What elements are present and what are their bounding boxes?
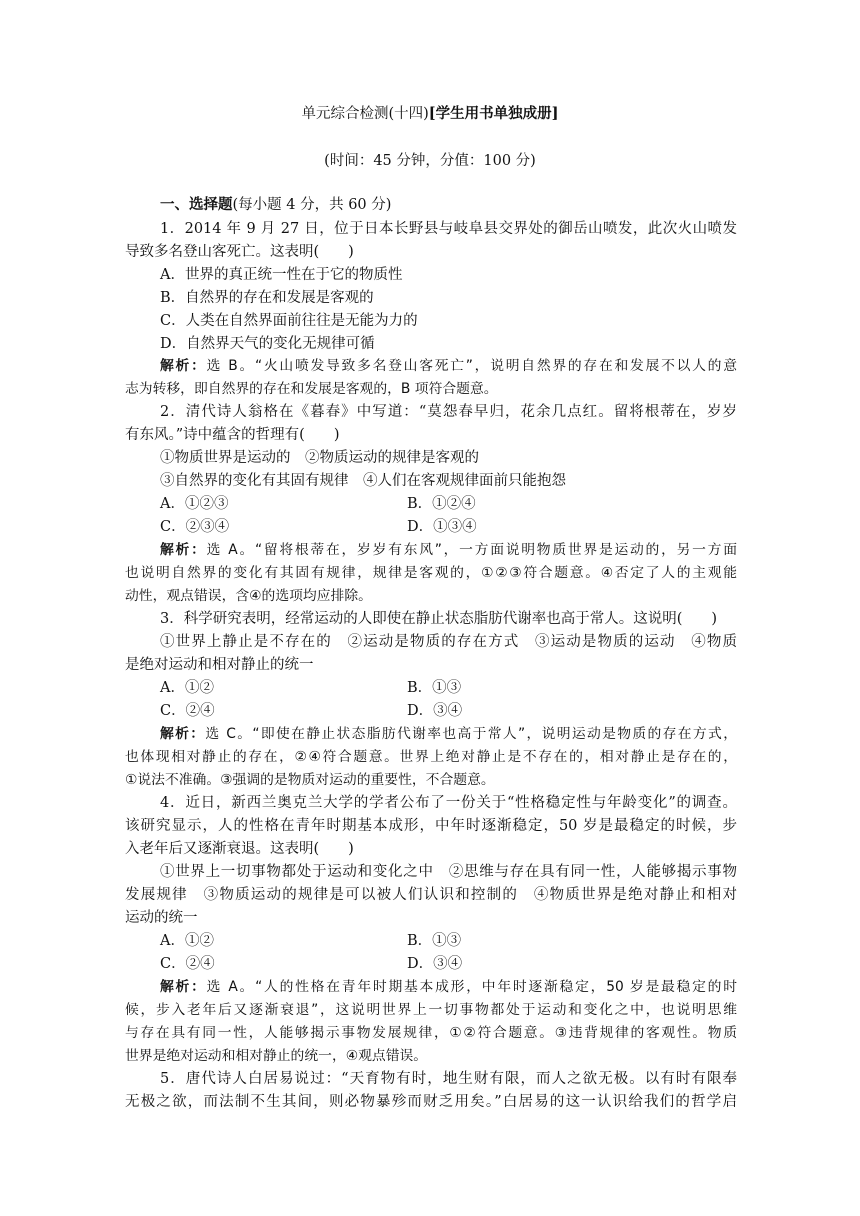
q2-items-1: ①物质世界是运动的 ②物质运动的规律是客观的 — [160, 450, 479, 466]
title-main: 单元综合检测(十四) — [301, 106, 429, 122]
q4-line-2: 该研究显示，人的性格在青年时期基本成形，中年时逐渐稳定，50 岁是最稳定的时候，步 — [125, 818, 737, 834]
q2-line-1: 2．清代诗人翁格在《暮春》中写道：“莫怨春早归，花余几点红。留将根蒂在，岁岁 — [160, 404, 737, 420]
q4-explanation-4: 世界是绝对运动和相对静止的统一，④观点错误。 — [125, 1048, 428, 1064]
q1-explanation-1 — [160, 356, 737, 376]
q2-line-2: 有东风。”诗中蕴含的哲理有( ) — [125, 427, 340, 443]
q2-items-2: ③自然界的变化有其固有规律 ④人们在客观规律面前只能抱怨 — [160, 473, 566, 489]
q3-explanation-1 — [160, 724, 737, 744]
q3-option-c: C．②④ — [160, 703, 215, 719]
q4-line-1: 4．近日，新西兰奥克兰大学的学者公布了一份关于“性格稳定性与年龄变化”的调查。 — [160, 795, 737, 811]
q1-explanation-label: 解析： — [160, 358, 207, 374]
q2-explanation-1 — [160, 540, 737, 560]
q4-explanation-2: 候，步入老年后又逐渐衰退”，这说明世界上一切事物都处于运动和变化之中，也说明思维 — [125, 1002, 737, 1018]
q2-explanation-2: 也说明自然界的变化有其固有规律，规律是客观的，①②③符合题意。④否定了人的主观能 — [125, 565, 737, 581]
q3-option-a: A．①② — [160, 680, 214, 696]
q2-explanation-text-1: 选 A。“留将根蒂在，岁岁有东风”，一方面说明物质世界是运动的，另一方面 — [206, 542, 738, 558]
q1-option-c: C．人类在自然界面前往往是无能为力的 — [160, 313, 418, 329]
q4-items-1: ①世界上一切事物都处于运动和变化之中 ②思维与存在具有同一性，人能够揭示事物 — [160, 864, 737, 880]
q1-explanation-text-1: 选 B。“火山喷发导致多名登山客死亡”，说明自然界的存在和发展不以人的意 — [206, 358, 737, 374]
q1-option-d: D．自然界天气的变化无规律可循 — [160, 336, 375, 352]
q2-option-b: B．①②④ — [407, 496, 476, 512]
q3-explanation-2: 也体现相对静止的存在，②④符合题意。世界上绝对静止是不存在的，相对静止是存在的， — [125, 749, 737, 765]
q4-option-b: B．①③ — [407, 933, 462, 949]
q3-option-b: B．①③ — [407, 680, 462, 696]
q2-option-a: A．①②③ — [160, 496, 229, 512]
q1-option-a: A．世界的真正统一性在于它的物质性 — [160, 267, 403, 283]
q2-explanation-label: 解析： — [160, 542, 207, 558]
q3-option-d: D．③④ — [407, 703, 463, 719]
q3-items-1: ①世界上静止是不存在的 ②运动是物质的存在方式 ③运动是物质的运动 ④物质 — [160, 634, 737, 650]
q4-option-c: C．②④ — [160, 956, 215, 972]
q4-items-3: 运动的统一 — [125, 910, 198, 926]
q3-explanation-text-1: 选 C。“即使在静止状态脂肪代谢率也高于常人”，说明运动是物质的存在方式， — [205, 726, 737, 742]
section-heading — [160, 195, 737, 215]
q4-explanation-1 — [160, 977, 737, 997]
q5-line-2: 无极之欲，而法制不生其间，则必物暴殄而财乏用矣。”白居易的这一认识给我们的哲学启 — [125, 1094, 737, 1110]
q4-explanation-label: 解析： — [160, 979, 207, 995]
document-subtitle: (时间：45 分钟，分值：100 分) — [324, 153, 536, 169]
q5-line-1: 5．唐代诗人白居易说过：“天育物有时，地生财有限，而人之欲无极。以有时有限奉 — [160, 1071, 737, 1087]
q4-line-3: 入老年后又逐渐衰退。这表明( ) — [125, 841, 354, 857]
q4-option-d: D．③④ — [407, 956, 463, 972]
q4-explanation-text-1: 选 A。“人的性格在青年时期基本成形，中年时逐渐稳定，50 岁是最稳定的时 — [206, 979, 738, 995]
q1-line-2: 导致多名登山客死亡。这表明( ) — [125, 244, 354, 260]
q2-option-c: C．②③④ — [160, 519, 230, 535]
q4-items-2: 发展规律 ③物质运动的规律是可以被人们认识和控制的 ④物质世界是绝对静止和相对 — [125, 887, 737, 903]
q4-option-a: A．①② — [160, 933, 214, 949]
q3-line-1: 3．科学研究表明，经常运动的人即使在静止状态脂肪代谢率也高于常人。这说明( ) — [160, 611, 718, 627]
q1-explanation-2: 志为转移，即自然界的存在和发展是客观的，B 项符合题意。 — [125, 381, 498, 397]
q2-explanation-3: 动性，观点错误，含④的选项均应排除。 — [125, 588, 372, 604]
title-bold-note: [学生用书单独成册] — [428, 105, 559, 122]
q1-line-1: 1．2014 年 9 月 27 日，位于日本长野县与岐阜县交界处的御岳山喷发，此次火山喷发 — [160, 221, 737, 237]
q3-explanation-3: ①说法不准确。③强调的是物质对运动的重要性，不合题意。 — [125, 772, 495, 788]
q1-option-b: B．自然界的存在和发展是客观的 — [160, 290, 374, 306]
section-heading-rest: (每小题 4 分，共 60 分) — [232, 197, 392, 213]
section-heading-bold: 一、选择题 — [160, 196, 233, 213]
q3-items-2: 是绝对运动和相对静止的统一 — [125, 657, 314, 673]
q4-explanation-3: 与存在具有同一性，人能够揭示事物发展规律，①②符合题意。③违背规律的客观性。物质 — [125, 1025, 737, 1041]
q2-option-d: D．①③④ — [407, 519, 477, 535]
document-title — [0, 104, 860, 124]
q3-explanation-label: 解析： — [160, 726, 206, 742]
